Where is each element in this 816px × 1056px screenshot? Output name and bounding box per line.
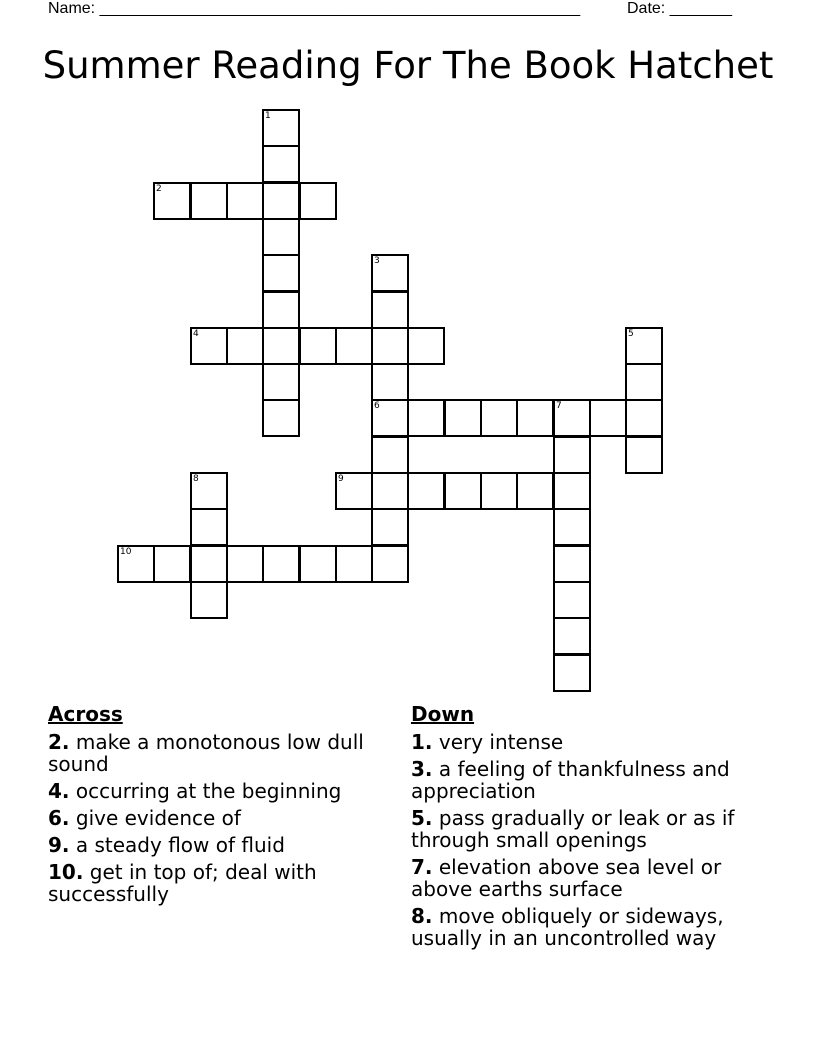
grid-cell[interactable]	[371, 291, 409, 329]
cell-number: 1	[265, 111, 271, 121]
cell-number: 2	[156, 184, 162, 194]
grid-cell[interactable]	[407, 327, 445, 365]
grid-cell[interactable]	[480, 472, 518, 510]
clue-text: a feeling of thankfulness and appreciation	[411, 757, 730, 803]
page-title: Summer Reading For The Book Hatchet	[42, 44, 774, 87]
grid-cell[interactable]	[226, 545, 264, 583]
grid-cell[interactable]	[190, 508, 228, 546]
clue-number: 7.	[411, 855, 433, 879]
clue-down-1	[411, 731, 756, 753]
grid-cell[interactable]	[553, 654, 591, 692]
grid-cell[interactable]	[299, 327, 337, 365]
clue-text: move obliquely or sideways, usually in an uncontrolled way	[411, 904, 724, 950]
across-heading: Across	[48, 702, 123, 726]
grid-cell[interactable]	[553, 545, 591, 583]
grid-cell[interactable]	[553, 399, 591, 437]
grid-cell[interactable]	[262, 291, 300, 329]
clue-number: 4.	[48, 779, 70, 803]
grid-cell[interactable]	[117, 545, 155, 583]
grid-cell[interactable]	[480, 399, 518, 437]
grid-cell[interactable]	[625, 363, 663, 401]
clue-down-5	[411, 807, 756, 851]
grid-cell[interactable]	[371, 363, 409, 401]
clue-down-8	[411, 905, 756, 949]
clue-across-4	[48, 780, 393, 802]
clue-text: pass gradually or leak or as if through small openings	[411, 806, 735, 852]
grid-cell[interactable]	[371, 545, 409, 583]
down-clues	[411, 703, 756, 954]
grid-cell[interactable]	[262, 327, 300, 365]
grid-cell[interactable]	[190, 545, 228, 583]
grid-cell[interactable]	[371, 436, 409, 474]
grid-cell[interactable]	[553, 617, 591, 655]
clue-number: 3.	[411, 757, 433, 781]
grid-cell[interactable]	[153, 182, 191, 220]
grid-cell[interactable]	[516, 472, 554, 510]
clue-down-7	[411, 856, 756, 900]
grid-cell[interactable]	[553, 508, 591, 546]
clue-text: a steady flow of fluid	[75, 833, 285, 857]
grid-cell[interactable]	[444, 472, 482, 510]
grid-cell[interactable]	[335, 472, 373, 510]
grid-cell[interactable]	[262, 145, 300, 183]
grid-cell[interactable]	[262, 218, 300, 256]
grid-cell[interactable]	[625, 436, 663, 474]
grid-cell[interactable]	[625, 327, 663, 365]
grid-cell[interactable]	[262, 545, 300, 583]
grid-cell[interactable]	[553, 581, 591, 619]
grid-cell[interactable]	[371, 508, 409, 546]
name-field-label: Name: ______________________________________________________	[48, 0, 581, 17]
grid-cell[interactable]	[153, 545, 191, 583]
clue-number: 9.	[48, 833, 70, 857]
across-clues	[48, 703, 393, 910]
grid-cell[interactable]	[262, 254, 300, 292]
clue-across-2	[48, 731, 393, 775]
cell-number: 7	[556, 401, 562, 411]
clue-across-10	[48, 861, 393, 905]
grid-cell[interactable]	[190, 581, 228, 619]
grid-cell[interactable]	[553, 472, 591, 510]
grid-cell[interactable]	[190, 327, 228, 365]
cell-number: 4	[193, 329, 199, 339]
grid-cell[interactable]	[516, 399, 554, 437]
cell-number: 8	[193, 474, 199, 484]
date-field-label: Date: _______	[627, 0, 732, 17]
grid-cell[interactable]	[371, 254, 409, 292]
grid-cell[interactable]	[371, 472, 409, 510]
grid-cell[interactable]	[371, 327, 409, 365]
cell-number: 3	[374, 256, 380, 266]
clue-across-6	[48, 807, 393, 829]
clue-number: 1.	[411, 730, 433, 754]
clue-text: get in top of; deal with successfully	[48, 860, 317, 906]
clue-text: make a monotonous low dull sound	[48, 730, 364, 776]
cell-number: 9	[338, 474, 344, 484]
grid-cell[interactable]	[299, 182, 337, 220]
grid-cell[interactable]	[589, 399, 627, 437]
clue-number: 10.	[48, 860, 84, 884]
grid-cell[interactable]	[625, 399, 663, 437]
grid-cell[interactable]	[190, 472, 228, 510]
clue-text: give evidence of	[75, 806, 241, 830]
grid-cell[interactable]	[444, 399, 482, 437]
grid-cell[interactable]	[553, 436, 591, 474]
grid-cell[interactable]	[190, 182, 228, 220]
grid-cell[interactable]	[335, 545, 373, 583]
grid-cell[interactable]	[226, 327, 264, 365]
grid-cell[interactable]	[226, 182, 264, 220]
grid-cell[interactable]	[262, 399, 300, 437]
cell-number: 6	[374, 401, 380, 411]
grid-cell[interactable]	[262, 182, 300, 220]
down-heading: Down	[411, 702, 475, 726]
grid-cell[interactable]	[407, 472, 445, 510]
clue-down-3	[411, 758, 756, 802]
grid-cell[interactable]	[335, 327, 373, 365]
grid-cell[interactable]	[262, 109, 300, 147]
grid-cell[interactable]	[299, 545, 337, 583]
clue-number: 5.	[411, 806, 433, 830]
grid-cell[interactable]	[407, 399, 445, 437]
clue-text: occurring at the beginning	[75, 779, 342, 803]
clue-number: 8.	[411, 904, 433, 928]
clue-text: very intense	[438, 730, 564, 754]
cell-number: 5	[628, 329, 634, 339]
grid-cell[interactable]	[262, 363, 300, 401]
clue-text: elevation above sea level or above earths surface	[411, 855, 722, 901]
cell-number: 10	[120, 547, 132, 557]
grid-cell[interactable]	[371, 399, 409, 437]
clue-across-9	[48, 834, 393, 856]
clue-number: 2.	[48, 730, 70, 754]
clue-number: 6.	[48, 806, 70, 830]
